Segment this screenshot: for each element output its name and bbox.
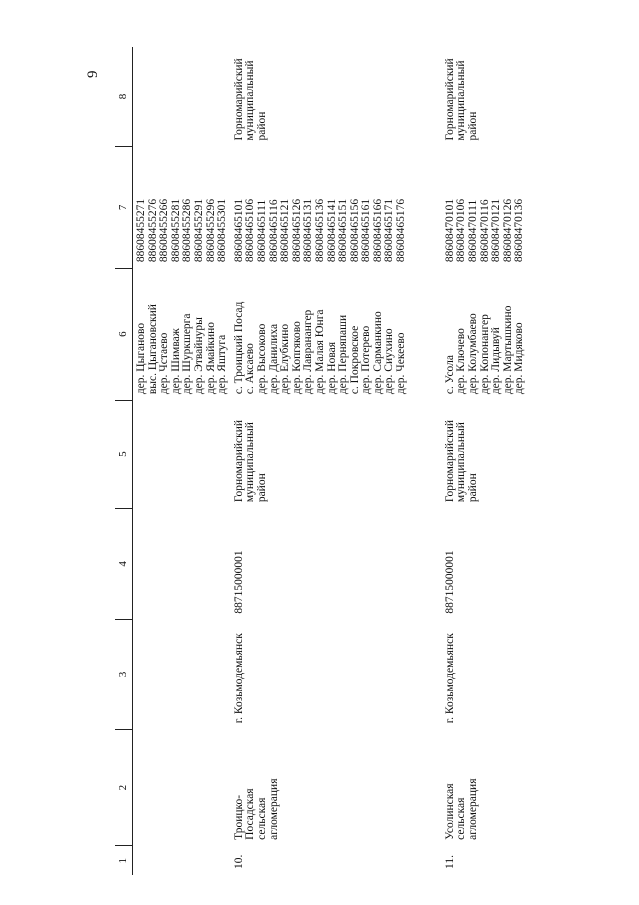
settlement: дер. Сиухино xyxy=(383,328,396,395)
settlement-code: 88608470111 xyxy=(466,199,479,263)
column-header: 3 xyxy=(115,620,133,730)
settlement-code: 88608465131 xyxy=(302,198,315,263)
settlement: дер. Шуркшерга xyxy=(181,313,194,395)
settlement-code: 88608455301 xyxy=(216,198,229,263)
column-header-row xyxy=(115,47,133,875)
center-name: г. Козьмодемьянск xyxy=(232,633,245,724)
settlement-code: 88608455281 xyxy=(169,198,182,263)
settlement: с. Покровское xyxy=(348,325,361,395)
code-list xyxy=(133,146,229,268)
settlement: дер. Чекеево xyxy=(395,332,408,395)
settlement: дер. Елубкино xyxy=(279,323,292,395)
column-header: 6 xyxy=(115,268,133,400)
row-number: 11. xyxy=(443,855,456,869)
district-line: Горномарийский xyxy=(443,419,456,503)
table-row xyxy=(440,47,639,875)
district-line: район xyxy=(255,473,268,503)
code-list xyxy=(229,146,440,268)
settlement: дер. Яштуга xyxy=(216,334,229,395)
settlement-code: 88608470116 xyxy=(478,199,491,263)
settlement: дер. Высоково xyxy=(255,323,268,395)
settlement-code: 88608455271 xyxy=(135,198,147,263)
name-line: Посадская xyxy=(244,788,257,840)
agglomeration-table xyxy=(115,47,639,875)
district-name xyxy=(440,47,639,146)
settlement: дер. Чстаево xyxy=(158,332,171,395)
settlement-list xyxy=(229,268,440,400)
settlement: дер. Данилиха xyxy=(267,323,280,395)
column-header: 8 xyxy=(115,47,133,146)
district-line: муниципальный xyxy=(455,60,468,141)
settlement-list xyxy=(133,268,229,400)
settlement-list xyxy=(440,268,639,400)
settlement-code: 88608470121 xyxy=(490,198,503,263)
settlement: выс. Цыгановский xyxy=(146,304,159,395)
column-header: 2 xyxy=(115,729,133,846)
settlement: дер. Цыганово xyxy=(135,322,147,395)
agglomeration-name xyxy=(440,729,639,846)
settlement-code: 88608465116 xyxy=(267,199,280,263)
agglomeration-name xyxy=(229,729,440,846)
settlement: дер. Колумбаево xyxy=(466,313,479,395)
settlement-code: 88608465156 xyxy=(348,198,361,263)
name-line: агломерация xyxy=(466,778,479,840)
settlement-code: 88608455296 xyxy=(204,198,217,263)
settlement-code: 88608470136 xyxy=(513,198,526,263)
district-name xyxy=(229,47,440,146)
district-line: муниципальный xyxy=(244,60,257,141)
column-header: 7 xyxy=(115,146,133,268)
continuation-row xyxy=(133,47,229,875)
code-list xyxy=(440,146,639,268)
settlement: с. Троицкий Посад xyxy=(232,301,245,395)
settlement: с. Усола xyxy=(443,355,456,395)
settlement: дер. Копонангер xyxy=(478,314,491,395)
settlement: дер. Ключево xyxy=(455,328,468,395)
settlement: дер. Лидывуй xyxy=(490,327,503,395)
settlement: дер. Перняпаши xyxy=(337,314,350,395)
page-number: 9 xyxy=(85,70,101,78)
settlement: дер. Малая Юнга xyxy=(313,309,326,395)
settlement: с. Аксаево xyxy=(244,343,257,395)
district-line: район xyxy=(466,111,479,141)
row-number: 10. xyxy=(232,854,245,869)
center-code: 88715000001 xyxy=(443,550,456,614)
settlement-code: 88608465141 xyxy=(325,198,338,263)
settlement-code: 88608465176 xyxy=(395,198,408,263)
settlement: дер. Ямайкино xyxy=(204,321,217,395)
settlement-code: 88608465171 xyxy=(383,198,396,263)
district-name xyxy=(440,400,639,508)
settlement: дер. Мартышкино xyxy=(501,305,514,395)
district-line: Горномарийский xyxy=(232,58,245,141)
settlement: дер. Потерево xyxy=(360,325,373,395)
district-line: муниципальный xyxy=(455,422,468,503)
name-line: сельская xyxy=(255,797,268,840)
district-line: район xyxy=(466,473,479,503)
settlement-code: 88608470101 xyxy=(443,198,456,263)
settlement-code: 88608455286 xyxy=(181,198,194,263)
center-code: 88715000001 xyxy=(232,550,245,614)
settlement: дер. Сарманкино xyxy=(371,311,384,395)
district-line: район xyxy=(255,111,268,141)
settlement-code: 88608470126 xyxy=(501,198,514,263)
column-header: 4 xyxy=(115,508,133,619)
center-name: г. Козьмодемьянск xyxy=(443,633,456,724)
settlement-code: 88608465166 xyxy=(371,198,384,263)
settlement: дер. Этвайнуры xyxy=(192,317,205,395)
district-line: Горномарийский xyxy=(232,419,245,503)
settlement-code: 88608465111 xyxy=(255,199,268,263)
settlement-code: 88608465101 xyxy=(232,198,245,263)
settlement: дер. Копгяково xyxy=(290,321,303,395)
name-line: Усолинская xyxy=(443,783,456,840)
settlement-code: 88608465151 xyxy=(337,198,350,263)
settlement-code: 88608470106 xyxy=(455,198,468,263)
column-header: 1 xyxy=(115,846,133,875)
district-line: муниципальный xyxy=(244,422,257,503)
settlement-code: 88608455266 xyxy=(158,198,171,263)
district-line: Горномарийский xyxy=(443,58,456,141)
rotated-table-container xyxy=(115,47,595,875)
name-line: агломерация xyxy=(267,778,280,840)
settlement-code: 88608455291 xyxy=(192,198,205,263)
settlement: дер. Шимваж xyxy=(169,328,182,395)
settlement-code: 88608465161 xyxy=(360,198,373,263)
column-header: 5 xyxy=(115,400,133,508)
name-line: сельская xyxy=(455,797,468,840)
settlement-code: 88608465136 xyxy=(313,198,326,263)
district-name xyxy=(229,400,440,508)
settlement-code: 88608465106 xyxy=(244,198,257,263)
settlement: дер. Лавранангер xyxy=(302,309,315,395)
settlement: дер. Новая xyxy=(325,341,338,395)
settlement-code: 88608465126 xyxy=(290,198,303,263)
table-row xyxy=(229,47,440,875)
name-line: Троицко- xyxy=(232,794,245,840)
settlement-code: 88608455276 xyxy=(146,198,159,263)
settlement-code: 88608465121 xyxy=(279,198,292,263)
settlement: дер. Мидяково xyxy=(513,322,526,395)
